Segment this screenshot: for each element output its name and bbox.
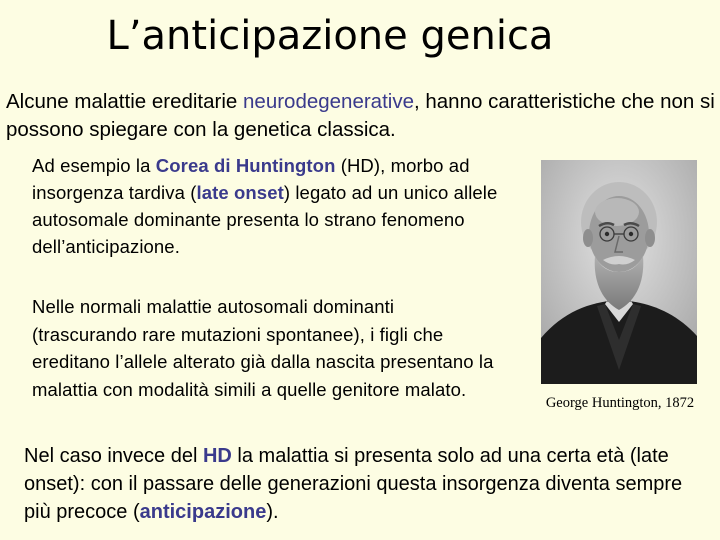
highlight-hd: HD bbox=[202, 445, 232, 467]
intro-highlight-neurodegenerative: neurodegenerative bbox=[243, 90, 414, 113]
huntington-example-paragraph bbox=[32, 152, 512, 260]
slide-title: L’anticipazione genica bbox=[106, 13, 554, 59]
portrait-image bbox=[541, 160, 697, 384]
hd-anticipation-paragraph bbox=[24, 442, 714, 526]
hd-text-1: Nel caso invece del bbox=[24, 445, 203, 467]
example-text-1: Ad esempio la bbox=[32, 155, 156, 176]
george-huntington-portrait bbox=[541, 160, 697, 384]
hd-text-2: la malattia si presenta solo ad una certa età (late onset): con il passare delle generazioni questa insorgenza diventa sempre più precoce ( bbox=[24, 445, 683, 523]
intro-paragraph bbox=[6, 88, 716, 144]
hd-text-3: ). bbox=[266, 501, 279, 523]
portrait-caption: George Huntington, 1872 bbox=[545, 395, 695, 411]
intro-text-2: , hanno caratteristiche che non si possono spiegare con la genetica classica. bbox=[6, 90, 715, 141]
example-text-2: (HD), morbo ad insorgenza tardiva ( bbox=[32, 155, 470, 203]
highlight-corea-di-huntington: Corea di Huntington bbox=[155, 155, 336, 176]
highlight-anticipazione: anticipazione bbox=[139, 501, 267, 523]
example-text-3: ) legato ad un unico allele autosomale dominante presenta lo strano fenomeno dell’anticipazione. bbox=[32, 182, 498, 257]
highlight-late-onset: late onset bbox=[196, 182, 284, 203]
intro-text-1: Alcune malattie ereditarie bbox=[6, 90, 244, 113]
normal-dominant-paragraph: Nelle normali malattie autosomali dominanti (trascurando rare mutazioni spontanee), i figli che ereditano l’allele alterato già dalla nascita presentano la malattia con modalità simili a quelle genitore malato. bbox=[32, 296, 494, 400]
